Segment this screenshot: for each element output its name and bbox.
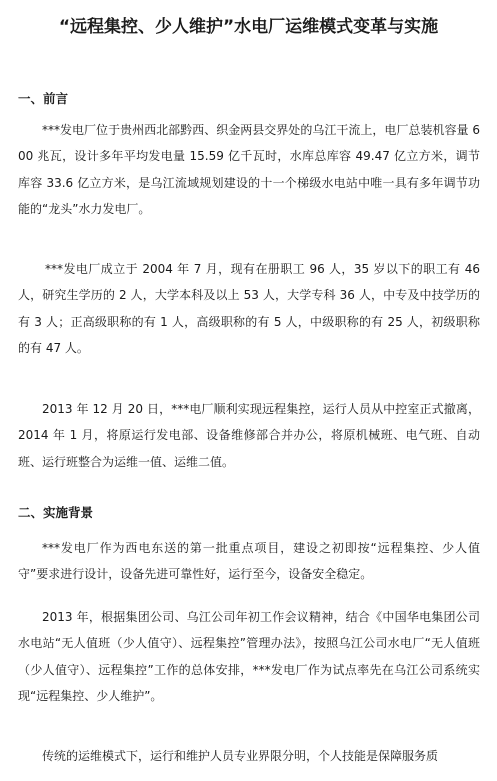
- section-heading-background: 二、实施背景: [18, 505, 94, 520]
- paragraph-plant-overview: ***发电厂位于贵州西北部黔西、织金两县交界处的乌江干流上，电厂总装机容量 600 兆瓦，设计多年平均发电量 15.59 亿千瓦时，水库总库容 49.47 亿立方米，调节库容 33.6 亿立方米，是乌江流域规划建设的十一个梯级水电站中唯一具有多年调节功能的“龙头”水力发电厂。: [18, 123, 480, 217]
- paragraph-2013-policy: 2013 年，根据集团公司、乌江公司年初工作会议精神，结合《中国华电集团公司水电站“无人值班（少人值守）、远程集控”管理办法》，按照乌江公司水电厂“无人值班（少人值守）、远程集控”工作的总体安排，***发电厂作为试点率先在乌江公司系统实现“远程集控、少人维护”。: [18, 610, 480, 704]
- paragraph-staff-profile: ***发电厂成立于 2004 年 7 月，现有在册职工 96 人，35 岁以下的职工有 46 人，研究生学历的 2 人，大学本科及以上 53 人，大学专科 36 人，中专及中技学历的有 3 人；正高级职称的有 1 人，高级职称的有 5 人，中级职称的有 25 人，初级职称的有 47 人。: [18, 262, 480, 356]
- paragraph-remote-control-milestone: 2013 年 12 月 20 日，***电厂顺利实现远程集控，运行人员从中控室正式撤离，2014 年 1 月，将原运行发电部、设备维修部合并办公，将原机械班、电气班、自动班、运行班整合为运维一值、运维二值。: [18, 402, 480, 469]
- document-title: “远程集控、少人维护”水电厂运维模式变革与实施: [58, 17, 439, 37]
- section-heading-preface: 一、前言: [18, 91, 69, 106]
- paragraph-traditional-mode: 传统的运维模式下，运行和维护人员专业界限分明，个人技能是保障服务质: [42, 749, 439, 763]
- paragraph-project-design: ***发电厂作为西电东送的第一批重点项目，建设之初即按“远程集控、少人值守”要求进行设计，设备先进可靠性好，运行至今，设备安全稳定。: [18, 541, 480, 582]
